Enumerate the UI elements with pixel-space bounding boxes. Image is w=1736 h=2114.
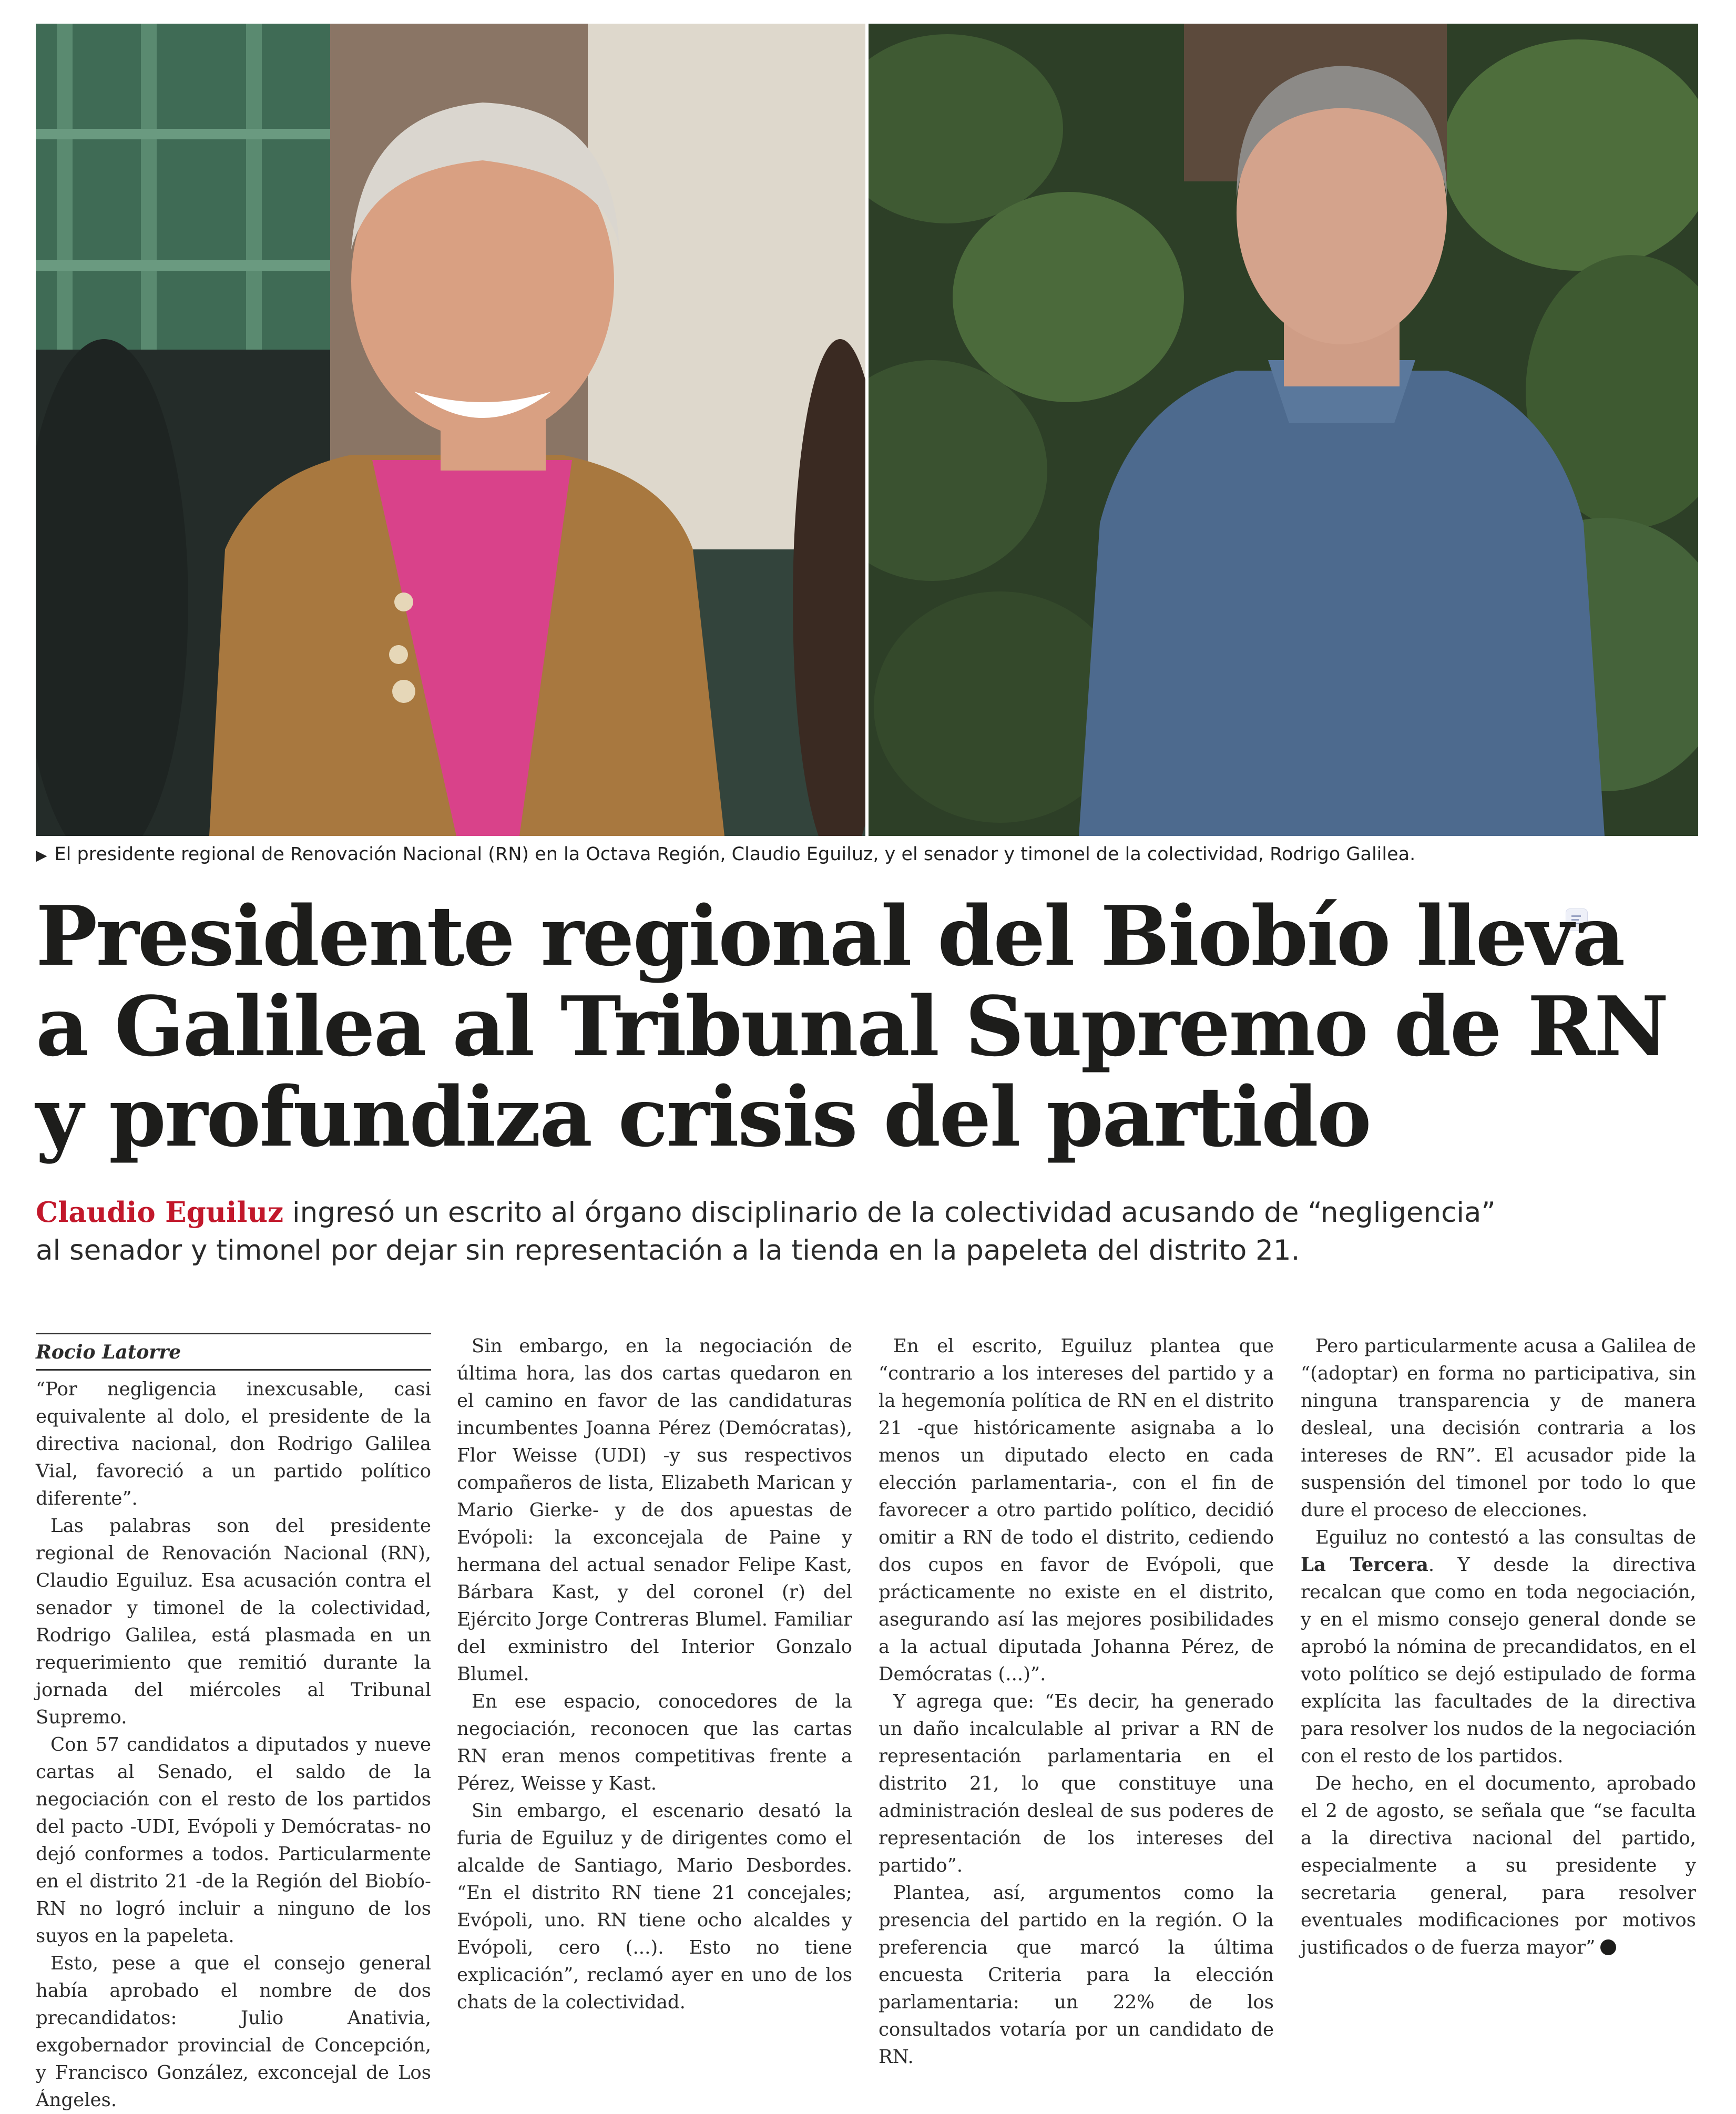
photo-rodrigo-galilea [869, 24, 1698, 836]
byline: Rocio Latorre [36, 1333, 431, 1371]
lead-paragraph [36, 1193, 1698, 1270]
p12-text-a: Eguiluz no contestó a las consultas de [1315, 1527, 1696, 1548]
headline-line-1: Presidente regional del Biobío lleva [36, 888, 1624, 984]
body-paragraph [1301, 1770, 1696, 1962]
body-paragraph: Plantea, así, argumentos como la presencia del partido en la región. O la preferencia que marcó la última encuesta Criteria para la elección parlamentaria: un 22% de los consultados votaría por un candidato de RN. [879, 1882, 1274, 2068]
p12-text-c: . Y desde la directiva recalcan que como en toda negociación, y en el mismo consejo general donde se aprobó la nómina de precandidatos, en el voto político se dejó estipulado de forma explícita las facultades de la directiva para resolver los nudos de la negociación con el resto de los partidos. [1301, 1554, 1696, 1767]
end-mark-icon [1600, 1939, 1616, 1955]
photo-claudio-eguiluz [36, 24, 865, 836]
body-paragraph: “Por negligencia inexcusable, casi equivalente al dolo, el presidente de la directiva nacional, don Rodrigo Galilea Vial, favoreció a un partido político diferente”. [36, 1378, 431, 1509]
headline-line-3: y profundiza crisis del partido [36, 1069, 1370, 1165]
body-paragraph: En ese espacio, conocedores de la negociación, reconocen que las cartas RN eran menos competitivas frente a Pérez, Weisse y Kast. [457, 1691, 852, 1794]
body-paragraph: Esto, pese a que el consejo general había aprobado el nombre de dos precandidatos: Julio Anativia, exgobernador provincial de Concepción, y Francisco González, exconcejal de Los Ángeles. [36, 1953, 431, 2111]
headline-line-2: a Galilea al Tribunal Supremo de RN [36, 978, 1668, 1075]
article-column-4 [1301, 1333, 1696, 1962]
body-paragraph: Y agrega que: “Es decir, ha generado un daño incalculable al privar a RN de representación parlamentaria en el distrito 21, lo que constituye una administración desleal de sus poderes de representación de los intereses del partido”. [879, 1691, 1274, 1876]
lead-line-2: al senador y timonel por dejar sin representación a la tienda en la papeleta del distrito 21. [36, 1234, 1300, 1267]
body-paragraph: Con 57 candidatos a diputados y nueve cartas al Senado, el saldo de la negociación con el resto de los partidos del pacto -UDI, Evópoli y Demócratas- no dejó conformes a todos. Particularmente en el distrito 21 -de la Región del Biobío- RN no logró incluir a ninguno de los suyos en la papeleta. [36, 1734, 431, 1947]
body-paragraph: En el escrito, Eguiluz plantea que “contrario a los intereses del partido y a la hegemonía política de RN en el distrito 21 -que históricamente asignaba a lo menos un diputado electo en cada elección parlamentaria-, con el fin de favorecer a otro partido político, decidió omitir a RN de todo el distrito, cediendo dos cupos en favor de Evópoli, que prácticamente no existe en el distrito, asegurando así las mejores posibilidades a la actual diputada Johanna Pérez, de Demócratas (...)”. [879, 1335, 1274, 1685]
lead-line-1: ingresó un escrito al órgano disciplinario de la colectividad acusando de “negligencia” [283, 1197, 1496, 1229]
headline [36, 888, 1698, 1165]
body-paragraph: Las palabras son del presidente regional de Renovación Nacional (RN), Claudio Eguiluz. Esa acusación contra el senador y timonel de la colectividad, Rodrigo Galilea, está plasmada en un requerimiento que remitió durante la jornada del miércoles al Tribunal Supremo. [36, 1515, 431, 1728]
article-column-3 [879, 1333, 1274, 2071]
body-paragraph: Pero particularmente acusa a Galilea de “(adoptar) en forma no participativa, sin ninguna transparencia y de manera desleal, una decisión contraria a los intereses de RN”. El acusador pide la suspensión del timonel por todo lo que dure el proceso de elecciones. [1301, 1335, 1696, 1521]
article-column-2 [457, 1333, 852, 2016]
lead-highlight-name: Claudio Eguiluz [36, 1196, 284, 1229]
body-paragraph: Sin embargo, el escenario desató la furia de Eguiluz y de dirigentes como el alcalde de Santiago, Mario Desbordes. “En el distrito RN tiene 21 concejales; Evópoli, uno. RN tiene ocho alcaldes y Evópoli, cero (...). Esto no tiene explicación”, reclamó ayer en uno de los chats de la colectividad. [457, 1800, 852, 2013]
p13-text: De hecho, en el documento, aprobado el 2 de agosto, se señala que “se faculta a la directiva nacional del partido, especialmente a su presidente y secretaria general, para resolver eventuales modificaciones por motivos justificados o de fuerza mayor” [1301, 1773, 1696, 1958]
photo-rodrigo-galilea-illustration [869, 24, 1698, 836]
caption-arrow-icon: ▶ [36, 846, 47, 864]
body-paragraph [1301, 1524, 1696, 1770]
photo-caption [36, 841, 1698, 869]
body-paragraph: Sin embargo, en la negociación de última hora, las dos cartas quedaron en el camino en favor de las candidaturas incumbentes Joanna Pérez (Demócratas), Flor Weisse (UDI) -y sus respectivos compañeros de lista, Elizabeth Marican y Mario Gierke- y de dos apuestas de Evópoli: la exconcejala de Paine y hermana del actual senador Felipe Kast, Bárbara Kast, y del coronel (r) del Ejército Jorge Contreras Blumel. Familiar del exministro del Interior Gonzalo Blumel. [457, 1335, 852, 1685]
photo-caption-text: El presidente regional de Renovación Nacional (RN) en la Octava Región, Claudio Eguiluz, y el senador y timonel de la colectividad, Rodrigo Galilea. [54, 844, 1416, 865]
newspaper-name: La Tercera [1301, 1554, 1428, 1576]
article-column-1 [36, 1333, 431, 2114]
photo-claudio-eguiluz-illustration [36, 24, 865, 836]
